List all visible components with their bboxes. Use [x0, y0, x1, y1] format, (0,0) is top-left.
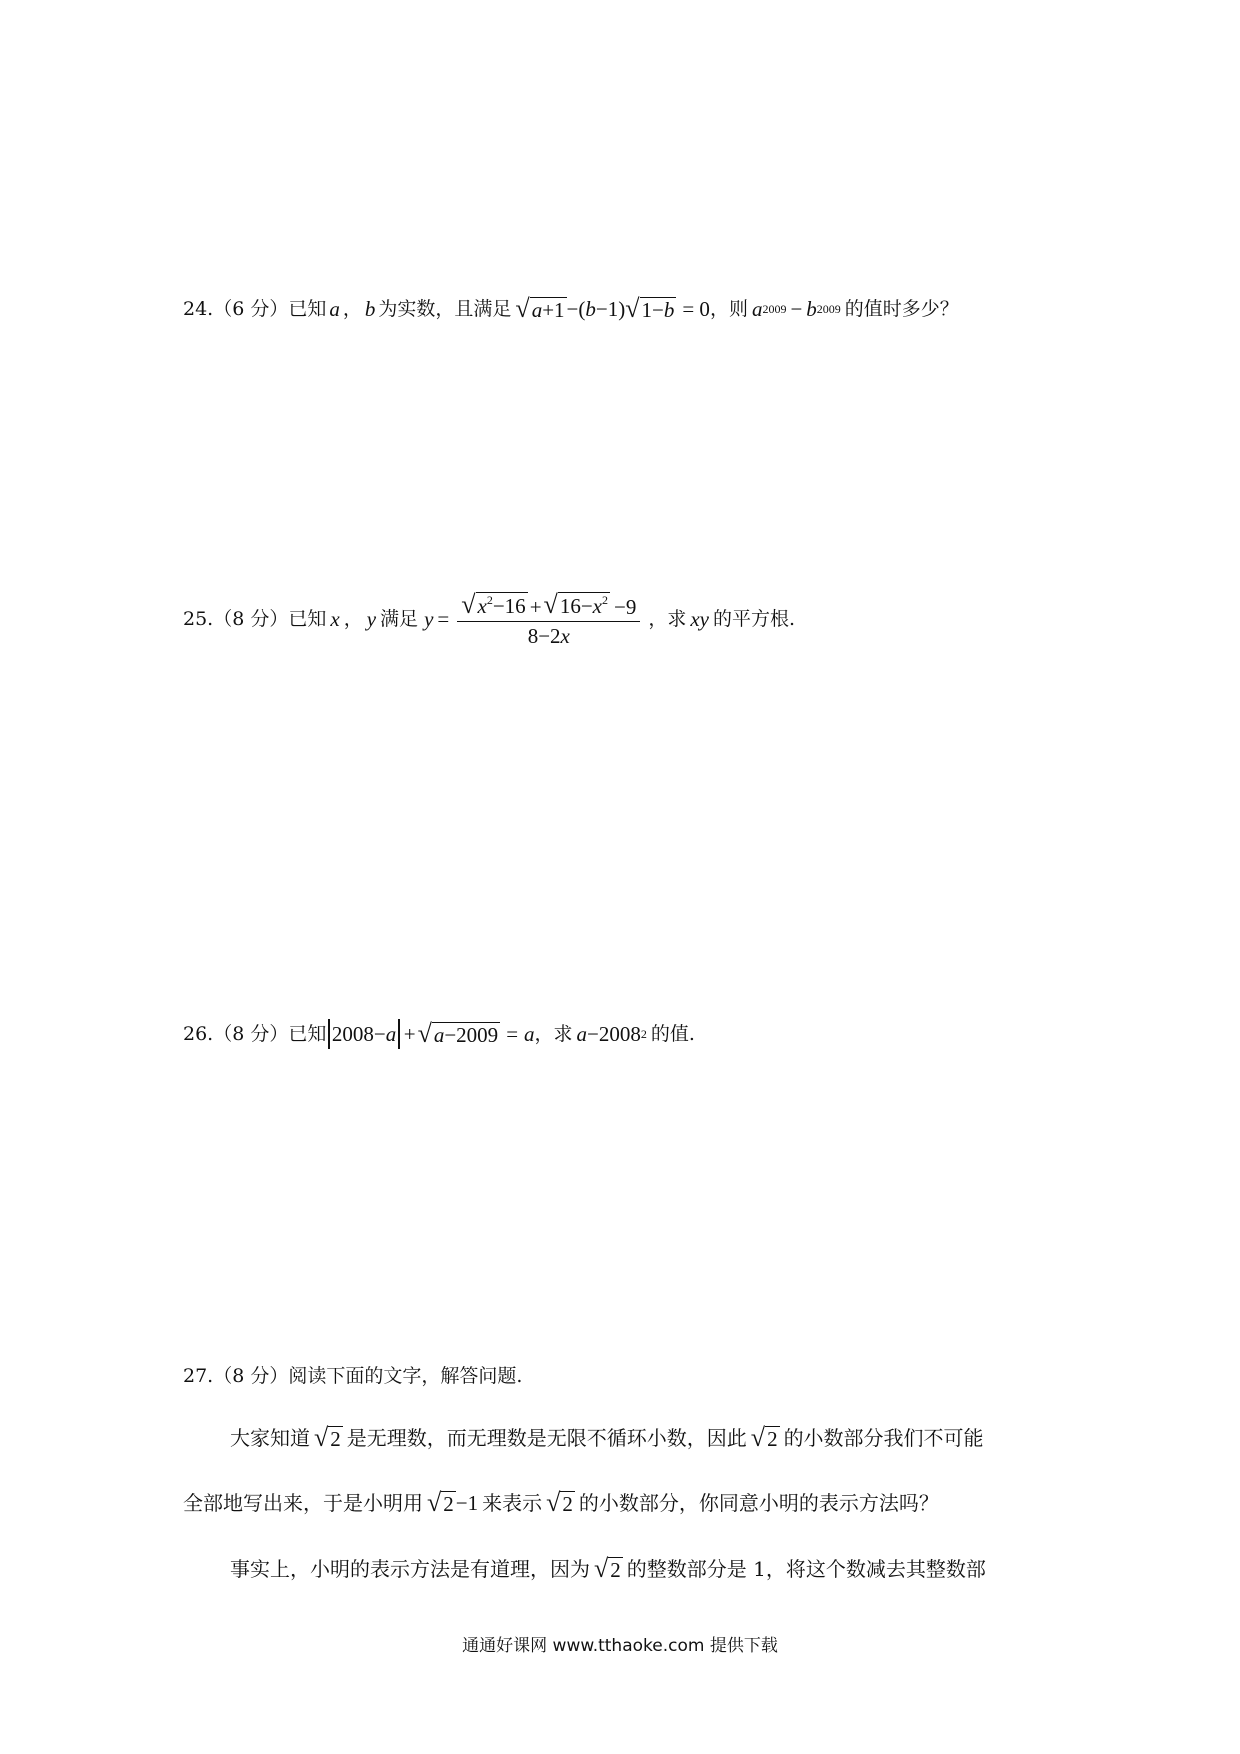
q27-p3-a: 事实上，小明的表示方法是有道理，因为: [230, 1557, 590, 1581]
q26-text-value: 的值.: [650, 1022, 695, 1045]
q24-eq-zero: = 0: [682, 296, 710, 321]
q27-intro: 阅读下面的文字，解答问题.: [288, 1365, 523, 1387]
q27-p1-b: 是无理数，而无理数是无限不循环小数，因此: [346, 1426, 747, 1450]
var-b: b: [364, 296, 376, 321]
sqrt-2-minus-1: √ 2 −1: [427, 1488, 479, 1517]
q27-paragraph-2: [183, 1490, 939, 1516]
sqrt-2: √ 2: [750, 1423, 778, 1452]
q25-text-known: 已知: [288, 608, 327, 631]
q24-sep: ，: [342, 297, 362, 320]
q26-number: 26.: [183, 1022, 214, 1045]
q24-b-minus-1: −1): [595, 296, 626, 321]
q26-expression: a −2008 2: [576, 1021, 647, 1046]
q27-p1-c: 的小数部分我们不可能: [783, 1426, 984, 1450]
q27-p3-b: 的整数部分是 1，将这个数减去其整数部: [626, 1557, 986, 1581]
q27-paragraph-3: [230, 1556, 986, 1582]
q25-sep: ，: [343, 608, 363, 631]
q25-fraction: [457, 592, 640, 647]
q24-minus: −(: [566, 296, 586, 321]
sqrt-2: √ 2: [314, 1423, 341, 1452]
q27-p2-b: 来表示: [482, 1491, 543, 1515]
q27-paragraph-1: [230, 1425, 984, 1451]
q24-text-known: 已知: [288, 297, 327, 320]
q24-text-ask: 的值时多少？: [844, 297, 959, 320]
q24-text-then: ，则: [709, 297, 748, 320]
q26-points: （8 分）: [213, 1022, 289, 1045]
q24-text-real: 为实数，且满足: [378, 297, 512, 320]
q27-points: （8 分）: [213, 1365, 289, 1387]
sqrt-1-minus-b: √ 1−b: [625, 294, 675, 323]
q25-text-find: ，求: [648, 608, 687, 631]
question-25: [183, 592, 795, 647]
q27-p2-a: 全部地写出来，于是小明用: [183, 1491, 423, 1515]
question-24: [183, 296, 959, 322]
var-x: x: [330, 607, 340, 632]
q26-text-known: 已知: [288, 1022, 327, 1045]
question-26: [183, 1019, 695, 1049]
q26-text-find: ，求: [534, 1022, 573, 1045]
q25-points: （8 分）: [213, 608, 289, 631]
var-b-2: b: [585, 296, 596, 321]
var-y: y: [366, 607, 377, 632]
q25-equation: y = √ $x^2-16$ + √ $16-x^2$ −9 8−2x: [424, 592, 648, 647]
page-footer: 通通好课网 www.tthaoke.com 提供下载: [462, 1636, 778, 1656]
q24-expression: a 2009 − b 2009: [751, 296, 841, 321]
var-xy: xy: [690, 607, 709, 632]
q26-equation: 2008− a + √ a−2009 = a: [326, 1019, 534, 1049]
q27-number: 27.: [183, 1365, 214, 1387]
q24-equation: [515, 296, 710, 322]
q25-numerator: √ $x^2-16$ + √ $16-x^2$ −9: [457, 592, 640, 622]
sqrt-2: √ 2: [594, 1554, 621, 1583]
q25-number: 25.: [183, 608, 214, 631]
sqrt-2: √ 2: [546, 1488, 573, 1517]
q27-p2-c: 的小数部分，你同意小明的表示方法吗？: [578, 1491, 939, 1515]
question-27: [183, 1367, 522, 1386]
var-a: a: [329, 296, 340, 321]
q24-number: 24.: [183, 297, 214, 320]
q24-points: （6 分）: [213, 297, 289, 320]
sqrt-a-plus-1: √ a+1: [515, 294, 565, 323]
q27-p1-a: 大家知道: [230, 1426, 310, 1450]
q25-text-root: 的平方根.: [713, 608, 796, 631]
q25-denominator: 8−2x: [527, 624, 570, 649]
q25-text-satisfy: 满足: [380, 608, 419, 631]
